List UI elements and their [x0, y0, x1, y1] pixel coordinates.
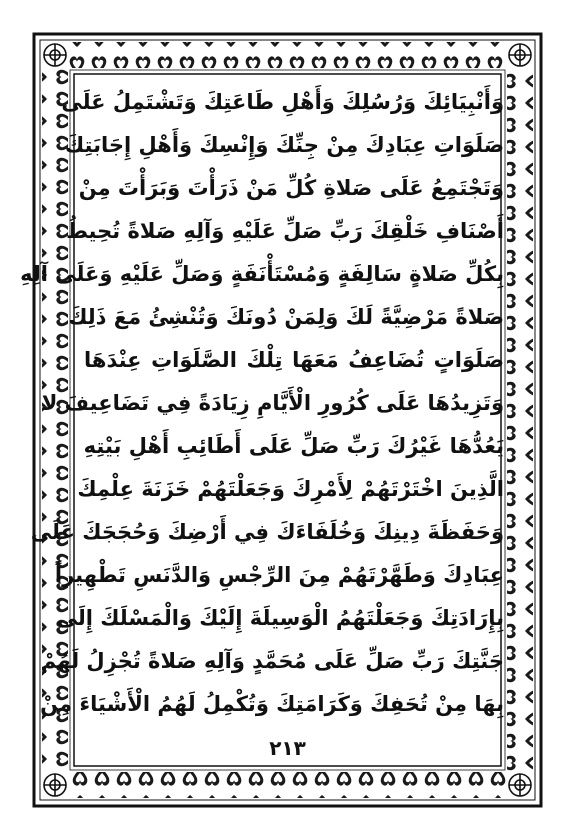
text-line: وَتَزِيدُهَا عَلَى كُرُورِ الْأَيَّامِ زِيَادَةً فِي تَضَاعِيفَ لا	[41, 391, 504, 415]
text-line: وَأَنْبِيَائِكَ وَرُسُلِكَ وَأَهْلِ طَاعَتِكَ وَتَشْتَمِلُ عَلَى	[61, 90, 504, 114]
text-line: صَلَوَاتٍ تُضَاعِفُ مَعَهَا تِلْكَ الصَّلَوَاتِ عِنْدَهَا	[84, 348, 504, 372]
text-line: الَّذِينَ اخْتَرْتَهُمْ لِأَمْرِكَ وَجَعَلْتَهُمْ خَزَنَةَ عِلْمِكَ	[77, 477, 504, 501]
text-line: أَصْنَافِ خَلْقِكَ رَبِّ صَلِّ عَلَيْهِ وَآلِهِ صَلاةً تُحِيطُ	[66, 219, 504, 243]
text-line: وَحَفَظَةَ دِينِكَ وَخُلَفَاءَكَ فِي أَرْضِكَ وَحُجَجَكَ عَلَى	[30, 520, 504, 544]
text-line: صَلَوَاتِ عِبَادِكَ مِنْ جِنِّكَ وَإِنْسِكَ وَأَهْلِ إِجَابَتِكَ	[64, 133, 504, 157]
text-line: صَلاةً مَرْضِيَّةً لَكَ وَلِمَنْ دُونَكَ وَتُنْشِئُ مَعَ ذَلِكَ	[68, 305, 504, 329]
text-line: جَنَّتِكَ رَبِّ صَلِّ عَلَى مُحَمَّدٍ وَآلِهِ صَلاةً تُجْزِلُ لَهُمْ	[40, 649, 504, 673]
text-line: وَتَجْتَمِعُ عَلَى صَلاةِ كُلِّ مَنْ ذَرَأْتَ وَبَرَأْتَ مِنْ	[78, 176, 504, 200]
text-line: بِهَا مِنْ تُحَفِكَ وَكَرَامَتِكَ وَتُكْمِلُ لَهُمُ الْأَشْيَاءَ مِنْ	[40, 692, 504, 716]
prayer-text-block	[20, 84, 504, 734]
text-line: يَعُدُّهَا غَيْرُكَ رَبِّ صَلِّ عَلَى أَطَائِبِ أَهْلِ بَيْتِهِ	[83, 434, 504, 458]
text-line: بِكُلِّ صَلاةٍ سَالِفَةٍ وَمُسْتَأْنَفَةٍ وَصَلِّ عَلَيْهِ وَعَلَى آلِهِ	[20, 262, 504, 286]
text-line: عِبَادِكَ وَطَهَّرْتَهُمْ مِنَ الرِّجْسِ وَالدَّنَسِ تَطْهِيراً	[54, 563, 504, 587]
page-number: ٢١٣	[269, 736, 306, 760]
text-line: بِإِرَادَتِكَ وَجَعَلْتَهُمُ الْوَسِيلَةَ إِلَيْكَ وَالْمَسْلَكَ إِلَى	[56, 606, 504, 630]
